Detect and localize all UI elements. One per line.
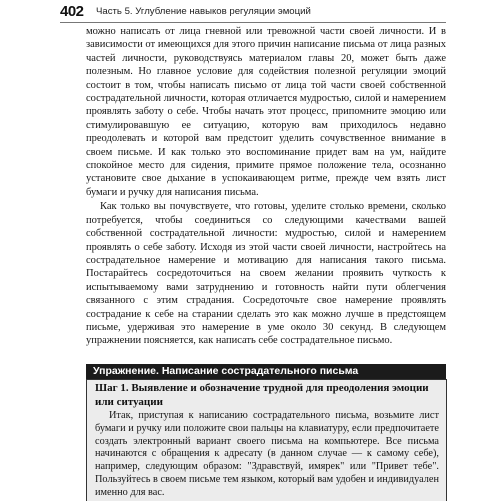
paragraph-2: Как только вы почувствуете, что готовы, уделите столько времени, сколько потребуется, чтобы соединиться со следующими качествами вашей собственной сострадательной личности: мудростью, силой и намерением проявлять о себе заботу. Исходя из этой части своей личности, настройтесь на сострадательное намерение и мотивацию для написания такого письма. Постарайтесь сосредоточиться на своем желании проявить чуткость к испытываемому вами затруднению и готовность найти пути облегчения связанного с этим страдания. Сосредоточьте свое намерение проявлять сострадание к себе на старании сделать это как можно лучше в предстоящем письме, удерживая это намерение в уме около 30 секунд. В следующем упражнении поясняется, как написать себе сострадательное письмо. (86, 201, 446, 347)
chapter-title: Часть 5. Углубление навыков регуляции эмоций (96, 6, 311, 17)
paragraph-1: можно написать от лица гневной или тревожной части своей личности. И в зависимости от имеющихся для этого причин написание письма от лица разных частей личности, руководствуясь материалом главы 20, может быть даже полезным. Но главное условие для содействия полезной регуляции эмоций состоит в том, чтобы написать письмо от лица той части своей собственной сострадательной личности, которая отличается мудростью, силой и намерением проявлять заботу о себе. Чтобы начать этот процесс, припомните эмоцию или стимулировавшую ее ситуацию, которую вам приходилось недавно преодолевать и которой вам предстоит уделить сочувственное внимание в своем письме. И как только это воспоминание придет вам на ум, найдите спокойное место для сидения, примите прямое положение тела, осознанно установите свое дыхание в успокаивающем ритме, прежде чем взять лист бумаги и ручку для написания письма. (86, 26, 446, 198)
exercise-box (86, 379, 447, 501)
step-heading: Шаг 1. Выявление и обозначение трудной для преодоления эмоции или ситуации (95, 382, 429, 408)
step-text: Итак, приступая к написанию сострадательного письма, возьмите лист бумаги и ручку или положите свои пальцы на клавиатуру, если предпочитаете создать электронный вариант своего письма на компьютере. Все письма начинаются с обращения к адресату (в данном случае — к самому себе), например, следующим образом: "Здравствуй, имярек" или "Привет тебе". Пользуйтесь в своем письме тем языком, который вам удобен и индивидуален именно для вас. (95, 410, 439, 498)
exercise-title-bar (86, 364, 446, 379)
exercise-title: Упражнение. Написание сострадательного письма (93, 365, 359, 377)
page-number: 402 (60, 3, 84, 20)
body-text (86, 25, 446, 348)
header-divider (60, 22, 446, 23)
page-header (60, 3, 440, 23)
